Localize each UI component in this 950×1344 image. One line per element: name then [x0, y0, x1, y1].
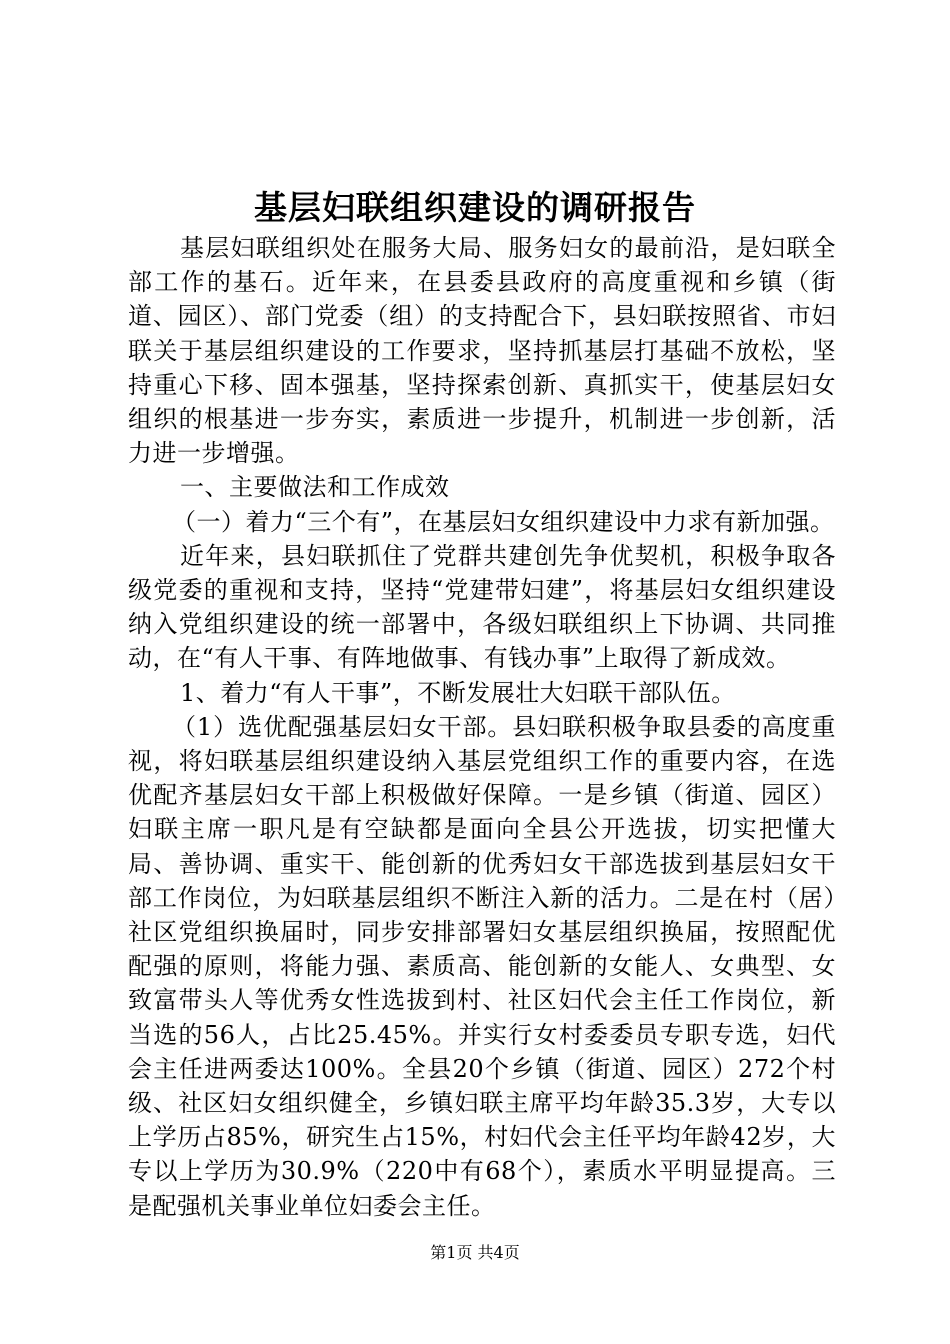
body-paragraph: （1）选优配强基层妇女干部。县妇联积极争取县委的高度重视，将妇联基层组织建设纳入基层党组织工作的重要内容，在选优配齐基层妇女干部上积极做好保障。一是乡镇（街道、园区）妇联主席一职凡是有空缺都是面向全县公开选拔，切实把懂大局、善协调、重实干、能创新的优秀妇女干部选拔到基层妇女干部工作岗位，为妇联基层组织不断注入新的活力。二是在村（居）社区党组织换届时，同步安排部署妇女基层组织换届，按照配优配强的原则，将能力强、素质高、能创新的女能人、女典型、女致富带头人等优秀女性选拔到村、社区妇代会主任工作岗位，新当选的56人，占比25.45%。并实行女村委委员专职专选，妇代会主任进两委达100%。全县20个乡镇（街道、园区）272个村级、社区妇女组织健全，乡镇妇联主席平均年龄35.3岁，大专以上学历占85%，研究生占15%，村妇代会主任平均年龄42岁，大专以上学历为30.9%（220中有68个），素质水平明显提高。三是配强机关事业单位妇委会主任。: [128, 712, 836, 1220]
document-body: [128, 231, 836, 1223]
body-paragraph: 近年来，县妇联抓住了党群共建创先争优契机，积极争取各级党委的重视和支持，坚持“党建带妇建”，将基层妇女组织建设纳入党组织建设的统一部署中，各级妇联组织上下协调、共同推动，在“有人干事、有阵地做事、有钱办事”上取得了新成效。: [128, 541, 836, 673]
intro-paragraph: 基层妇联组织处在服务大局、服务妇女的最前沿，是妇联全部工作的基石。近年来，在县委县政府的高度重视和乡镇（街道、园区）、部门党委（组）的支持配合下，县妇联按照省、市妇联关于基层组织建设的工作要求，坚持抓基层打基础不放松，坚持重心下移、固本强基，坚持探索创新、真抓实干，使基层妇女组织的根基进一步夯实，素质进一步提升，机制进一步创新，活力进一步增强。: [128, 234, 836, 468]
section-heading: 一、主要做法和工作成效: [180, 473, 450, 502]
page-footer: 第1页 共4页: [430, 1243, 520, 1262]
subsection-heading: （一）着力“三个有”，在基层妇女组织建设中力求有新加强。: [172, 507, 835, 536]
item-heading: 1、着力“有人干事”，不断发展壮大妇联干部队伍。: [180, 678, 736, 707]
document-title: 基层妇联组织建设的调研报告: [254, 188, 696, 227]
